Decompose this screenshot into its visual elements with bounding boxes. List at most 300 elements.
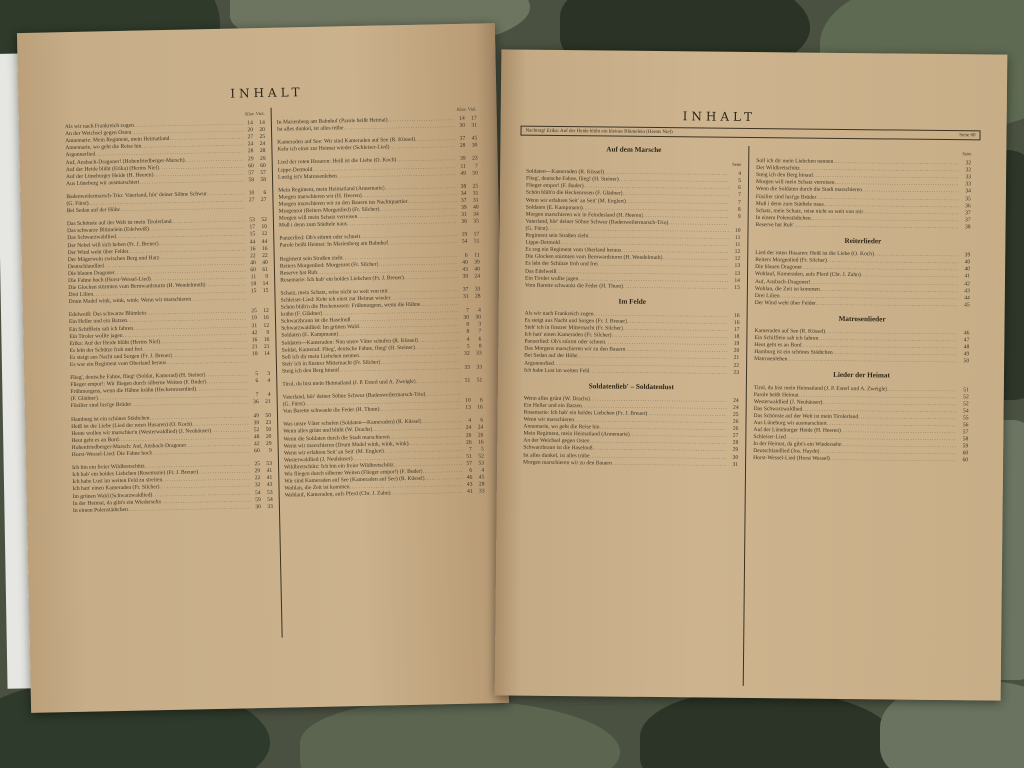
piano-page: 37 bbox=[459, 135, 466, 143]
entry-title: Morgen marschieren wir zu den Bauern ins Nachtquartier bbox=[278, 198, 408, 208]
entry-title: Aus Lüneburg wir ausmarschiert bbox=[753, 420, 827, 427]
entry-title: Wenn wir erfahren Seit' an Seit' (M. Englert) bbox=[283, 448, 384, 457]
entry-title: Vom Barette schwankt die Feder (H. Thum) bbox=[524, 282, 624, 290]
entry-title: Deutschlandlied bbox=[67, 263, 105, 270]
entry-title: In Marienberg am Babnhof (Parole heißt Heimat) bbox=[276, 117, 388, 126]
violin-page: 25 bbox=[472, 183, 479, 190]
entry-title: Als wir nach Frankreich zogen bbox=[64, 122, 134, 131]
violin-page: 4 bbox=[477, 307, 481, 314]
page-number: 60 bbox=[962, 457, 969, 464]
violin-page: 30 bbox=[471, 142, 478, 149]
dot-leader bbox=[816, 300, 958, 309]
entry-title: Soll ich dir mein Liebchen nennen bbox=[281, 352, 360, 361]
piano-page: 57 bbox=[466, 460, 473, 467]
entry-title: Kehr ich einst zur Heimat wieder (Schleiser-Lied) bbox=[277, 144, 390, 154]
piano-page: 42 bbox=[253, 441, 260, 448]
violin-page: 33 bbox=[474, 286, 481, 293]
entry-title: Schatz, mein Schatz, reise nicht so weit von mir bbox=[280, 288, 388, 297]
violin-page: 11 bbox=[474, 251, 480, 259]
page-number: 35 bbox=[965, 195, 971, 202]
page-number: 12 bbox=[734, 256, 741, 263]
page-number: 41 bbox=[964, 273, 971, 280]
violin-page: 9 bbox=[268, 447, 272, 454]
entry-title: Regiment sein Straßen zieht bbox=[279, 254, 343, 263]
piano-page: 38 bbox=[460, 183, 467, 190]
entry-title: Wenn wir marschieren bbox=[523, 416, 575, 424]
violin-page: 16 bbox=[261, 245, 268, 252]
entry-title: Schön blüh'n die Heckenrosen (F. Glädner) bbox=[525, 190, 623, 198]
page-number: 52 bbox=[963, 393, 969, 400]
entry-title: Argonnerlied bbox=[524, 360, 554, 367]
piano-page: 39 bbox=[253, 419, 260, 426]
entry-title: Wohlan, die Zeit ist kommen bbox=[284, 484, 350, 492]
violin-page: 24 bbox=[477, 424, 484, 431]
piano-page: 14 bbox=[459, 115, 465, 122]
piano-page: 54 bbox=[461, 239, 468, 246]
piano-page: 39 bbox=[460, 156, 466, 163]
entry-title: Edelweiß: Das schwarze Blümlein bbox=[68, 310, 147, 319]
violin-page: 4 bbox=[481, 467, 485, 474]
page-number: 24 bbox=[733, 404, 739, 411]
piano-page: 42 bbox=[251, 329, 258, 336]
violin-page: 54 bbox=[267, 496, 273, 503]
piano-page: 15 bbox=[249, 231, 256, 238]
entry-title: Die blauen Dragoner bbox=[67, 269, 115, 277]
entry-title: (G. Fürst) bbox=[66, 200, 89, 208]
piano-page: 49 bbox=[460, 170, 467, 177]
page-number: 17 bbox=[733, 326, 740, 333]
violin-page: 45 bbox=[471, 135, 478, 142]
piano-page: 26 bbox=[465, 432, 472, 439]
violin-page: 12 bbox=[263, 308, 269, 315]
piano-page: 6 bbox=[255, 378, 259, 385]
entry-title: Der Nebel will sich heben (Fr. J. Breuer) bbox=[67, 240, 159, 249]
page-number: 7 bbox=[737, 199, 741, 206]
page-number: 12 bbox=[734, 249, 741, 256]
entry-title: Tirol, du bist mein Heimatland (J. P. Esterl und A. Zweigle) bbox=[753, 384, 888, 392]
entry-title: Wohlauf, Kameraden, aufs Pferd (Chr. J. Zahn) bbox=[284, 490, 391, 499]
entry-title: Vaterland, hör' deiner Söhne Schwur (Badenweilermarsch-Trio) bbox=[282, 391, 426, 401]
violin-page: 52 bbox=[478, 453, 484, 460]
page-number: 10 bbox=[734, 227, 741, 234]
entry-title: Ein Schifflein sah ich fahren bbox=[754, 335, 819, 342]
violin-page: 7 bbox=[478, 328, 482, 335]
page-number: 36 bbox=[965, 202, 971, 209]
page-number: 50 bbox=[963, 358, 970, 365]
violin-page: 33 bbox=[478, 488, 485, 495]
page-number: 54 bbox=[963, 408, 969, 415]
violin-page: 53 bbox=[478, 460, 485, 467]
dot-leader bbox=[623, 283, 728, 291]
violin-page: 6 bbox=[263, 189, 267, 196]
entry-title: Lied der roten Husaren: Heiß ist die Liebe (O. Koch) bbox=[755, 250, 874, 258]
violin-page: 51 bbox=[473, 238, 480, 245]
entry-title: Auf der Lüneburger Heide (H. Heeren) bbox=[65, 172, 154, 180]
piano-page: 41 bbox=[466, 488, 473, 496]
entry-title: Auf, Ansbach-Dragoner! (Hohenfriedberger-Marsch) bbox=[65, 157, 185, 166]
entry-title: Flieger empor! (F. Buder) bbox=[525, 183, 584, 190]
entry-title: Ein Heller und ein Batzen bbox=[523, 402, 582, 410]
piano-page: 27 bbox=[248, 197, 255, 204]
piano-page: 16 bbox=[249, 245, 256, 252]
violin-page: 31 bbox=[472, 190, 479, 197]
entry-title: Drei Lilien bbox=[68, 291, 94, 299]
entry-title: Schleiser-Lied: Kehr ich einst zur Heimat wieder bbox=[280, 295, 391, 304]
entry-title: Soldaten (E. Kampmann) bbox=[281, 331, 339, 340]
right-page bbox=[495, 49, 1008, 700]
entry-title: Es lebt der Schütze froh und frei bbox=[69, 346, 143, 354]
nachtrag-text: Nachtrag! Erika: Auf der Heide blüht ein kleines Blümelein (Herms Niel) bbox=[525, 128, 673, 136]
violin-page: 9 bbox=[265, 273, 269, 280]
piano-page: 43 bbox=[462, 266, 469, 273]
entry-title: Ist alles dunkel, ist alles trübe bbox=[523, 452, 590, 459]
entry-title: Argonnerlied bbox=[65, 151, 96, 159]
page-number: 16 bbox=[733, 319, 740, 326]
section-heading: Auf dem Marsche bbox=[606, 145, 662, 155]
entry-title: Lippe-Detmold bbox=[277, 166, 313, 174]
page-number: 8 bbox=[737, 206, 741, 213]
page-number: 40 bbox=[964, 266, 971, 273]
piano-page: 5 bbox=[255, 371, 259, 378]
entry-title: Horst-Wessel-Lied: Die Fahne hoch bbox=[71, 450, 153, 459]
piano-page: 36 bbox=[461, 218, 468, 226]
entry-title: Drum Madel wink, wink, wink: Wenn wir marschieren bbox=[68, 296, 192, 306]
entry-title: Der Wind weht über Felder bbox=[67, 248, 129, 256]
violin-page: 57 bbox=[260, 169, 266, 176]
entry-title: Ich habe Lust im weiten Feld bbox=[524, 367, 590, 374]
page-number: 60 bbox=[962, 450, 969, 457]
entry-title: Soldaten—Kameraden: Nun unsre Väter schufen (R. Küssel) bbox=[281, 337, 418, 347]
entry-title: Lied der roten Husaren: Heiß ist die Liebe (O. Koch) bbox=[277, 157, 397, 167]
piano-page: 46 bbox=[466, 474, 473, 481]
piano-page: 49 bbox=[253, 412, 260, 419]
piano-page: 16 bbox=[251, 336, 258, 343]
violin-page: 15 bbox=[262, 288, 269, 295]
violin-page: 20 bbox=[265, 433, 272, 440]
piano-page: 31 bbox=[461, 211, 467, 218]
entry-title: Füsilier sind lust'ge Brüder bbox=[755, 193, 817, 201]
violin-page bbox=[255, 204, 267, 211]
piano-page: 29 bbox=[254, 468, 261, 475]
entry-title: Rosemarie: Ich hab' ein holdes Liebchen (Fr. J. Breuer) bbox=[280, 274, 404, 284]
piano-page: 17 bbox=[249, 224, 256, 231]
page-number: 33 bbox=[965, 174, 972, 181]
entry-title: Das Morgens marschieren wir zu den Bauern bbox=[524, 345, 626, 354]
entry-title: Soldat, Kamerad: Flieg', deutsche Fahne, flieg! (H. Steiner) bbox=[281, 344, 415, 354]
entry-title: Wenn alles grünt (W. Drachs) bbox=[523, 395, 591, 403]
nachtrag-page: Seite 60 bbox=[959, 133, 976, 139]
piano-page bbox=[248, 358, 258, 365]
entry-title: Panzerlied: Ob's stürmt oder schneit bbox=[279, 234, 361, 242]
piano-page: 60 bbox=[248, 162, 254, 169]
entry-title: Füsilier sind lust'ge Brüder bbox=[70, 402, 132, 410]
page-number: 51 bbox=[963, 386, 969, 393]
entry-title: An der Weichsel gegen Osten bbox=[64, 129, 132, 138]
entry-title: Vaterland, hör' deiner Söhne Schwur (Badenweilermarsch-Trio) bbox=[525, 218, 669, 226]
violin-page: 50 bbox=[265, 412, 272, 419]
index-entry bbox=[756, 222, 971, 231]
page-number: 6 bbox=[738, 185, 741, 192]
entry-title: Auf der Lüneburger Heide (H. Heeren) bbox=[753, 427, 841, 435]
violin-page: 10 bbox=[261, 224, 268, 231]
index-entry bbox=[525, 282, 740, 291]
entry-title: Ein Schifflein sah ich fahren bbox=[69, 325, 134, 333]
piano-page: 54 bbox=[254, 489, 261, 496]
entry-title: Badenweilermarsch-Trio: Vaterland, hör' deiner Söhne Schwur bbox=[66, 191, 207, 201]
violin-page: 40 bbox=[473, 204, 479, 211]
piano-page: 8 bbox=[466, 322, 470, 329]
piano-page: 37 bbox=[462, 286, 469, 293]
entry-title: Matrosenleben bbox=[754, 356, 788, 363]
entry-title: Was unsre Väter schufen (Soldaten—Kameraden) (R. Küssel) bbox=[283, 419, 422, 428]
entry-title: Wir fliegen durch silberne Weiten (Flieger empor!) (F. Buder) bbox=[284, 468, 423, 478]
page-number: 39 bbox=[964, 252, 971, 259]
page-number: 46 bbox=[963, 330, 970, 337]
piano-page: 6 bbox=[469, 467, 473, 474]
violin-page: 40 bbox=[474, 266, 481, 273]
piano-page: 25 bbox=[251, 308, 257, 315]
entry-title: krähn (F. Glädner) bbox=[280, 310, 323, 318]
piano-page: 27 bbox=[247, 134, 254, 141]
entry-title: Heut geht es an Bord bbox=[754, 342, 802, 349]
entry-title: Die Fahne hoch (Horst-Wessel-Lied) bbox=[68, 276, 151, 285]
entry-title: Annemarie, wo geht die Reise hin bbox=[523, 423, 600, 431]
violin-page: 12 bbox=[261, 231, 268, 238]
violin-page: 43 bbox=[266, 482, 273, 489]
index-entry bbox=[755, 300, 970, 309]
piano-page: 6 bbox=[464, 252, 468, 259]
violin-page: 6 bbox=[478, 335, 482, 343]
piano-page: 30 bbox=[255, 503, 261, 510]
piano-page: 21 bbox=[251, 343, 258, 351]
piano-page: 15 bbox=[250, 288, 257, 295]
piano-page: 7 bbox=[468, 446, 472, 453]
entry-title: Parole heißt Heimat bbox=[753, 391, 799, 399]
entry-title: Die Glocken stürmten vom Bernwardsturm (H. Wendelmuth) bbox=[525, 253, 663, 262]
page-number: 7 bbox=[738, 192, 741, 199]
violin-page: 9 bbox=[266, 329, 270, 336]
entry-title: Mein Regiment, mein Heimatland (Annemarie) bbox=[278, 185, 385, 194]
entry-title: Ich hatt' einen Kameraden (Fr. Silcher) bbox=[72, 484, 160, 493]
violin-page: 53 bbox=[266, 460, 273, 468]
piano-page: 10 bbox=[248, 190, 255, 197]
entry-title: An der Weichsel gegen Osten bbox=[523, 437, 590, 445]
section-heading: Im Felde bbox=[618, 297, 646, 306]
entry-title: In einem Polenstädtchen bbox=[72, 506, 128, 514]
piano-page bbox=[245, 204, 255, 211]
page-number: 33 bbox=[965, 181, 972, 188]
page-number: 30 bbox=[732, 454, 739, 461]
page-number: 42 bbox=[964, 280, 970, 287]
page-number: 13 bbox=[734, 263, 741, 270]
entry-title: Schwarzbraun ist die Haselnuß bbox=[280, 317, 351, 325]
entry-title: Heut geht es an Bord bbox=[71, 436, 119, 444]
page-number: 24 bbox=[733, 397, 739, 404]
violin-page: 50 bbox=[265, 426, 272, 433]
entry-title: Auf, Ansbach-Dragoner! bbox=[754, 278, 811, 286]
piano-page: 28 bbox=[247, 148, 254, 155]
violin-page: 29 bbox=[265, 440, 272, 447]
piano-page: 14 bbox=[247, 120, 253, 127]
violin-page: 4 bbox=[267, 392, 271, 399]
entry-title: Westerwaldlied (J. Neuhäuser) bbox=[753, 398, 823, 406]
entry-title: (F. Glädner) bbox=[70, 395, 98, 403]
page-number: 11 bbox=[734, 241, 741, 249]
entry-title: Ich habe Lust im weiten Feld zu streiten bbox=[72, 477, 163, 486]
piano-page: 28 bbox=[459, 143, 466, 150]
violin-page: 51 bbox=[476, 377, 483, 384]
piano-page: 11 bbox=[460, 163, 466, 170]
entry-title: Flieger empor!: Wir fliegen durch silberne Weiten (F. Buder) bbox=[70, 379, 207, 389]
entry-title: In der Heimat, da gibt's ein Wiedersehn bbox=[753, 441, 842, 449]
piano-page: 52 bbox=[253, 426, 260, 433]
page-number: 18 bbox=[733, 333, 740, 341]
violin-page: 24 bbox=[259, 141, 266, 148]
page-number: 37 bbox=[965, 217, 971, 224]
entry-title: Rosemarie: Ich hab' ein holdes Liebchen (Fr. J. Breuer) bbox=[523, 409, 648, 417]
section-heading: Matrosenlieder bbox=[838, 314, 886, 324]
page-number: 38 bbox=[964, 224, 971, 231]
entry-title: Als wir nach Frankreich zogen bbox=[524, 310, 594, 318]
entry-title: Das Schwarzwaldlied bbox=[67, 234, 116, 242]
violin-page: 25 bbox=[259, 134, 266, 141]
category-column-1 bbox=[523, 146, 741, 469]
piano-page: 4 bbox=[466, 336, 470, 343]
piano-page: 19 bbox=[251, 315, 258, 322]
entry-title: Muß i denn zum Städtele naus bbox=[278, 221, 347, 229]
page-number: 22 bbox=[733, 362, 740, 369]
entry-title: Das Schönste auf der Welt ist mein Tirolerland bbox=[66, 219, 172, 228]
entry-title: Morgen will mein Schatz verreisen bbox=[278, 214, 358, 222]
violin-page: 23 bbox=[472, 155, 478, 163]
page-number: 27 bbox=[732, 433, 739, 440]
entry-title: Wenn wir erfahren Seit' an Seit' (M. Englert) bbox=[525, 197, 626, 205]
violin-page: 41 bbox=[266, 475, 273, 482]
violin-page: 60 bbox=[260, 162, 266, 169]
piano-page: 53 bbox=[249, 217, 255, 224]
page-number: 34 bbox=[965, 188, 971, 195]
piano-page: 40 bbox=[250, 259, 256, 267]
piano-page: 11 bbox=[250, 274, 257, 281]
entry-title: Heiß ist die Liebe (Lied der roten Husaren) (O. Koch) bbox=[71, 421, 193, 430]
piano-page: 31 bbox=[251, 322, 258, 329]
piano-page: 22 bbox=[254, 475, 261, 482]
entry-title: Steig ich den Berg hinauf bbox=[282, 367, 340, 375]
column-divider bbox=[743, 146, 750, 686]
entry-title: Es lebt der Schütze froh und frei bbox=[525, 261, 598, 268]
section-heading: Reiterlieder bbox=[844, 237, 882, 246]
entry-title: Ist alles dunkel, ist alles trübe bbox=[276, 125, 344, 133]
violin-page: 16 bbox=[263, 336, 270, 343]
violin-page: 17 bbox=[473, 231, 480, 238]
entry-title: Tirol, du bist mein Heimatland (J. P. Esterl und A. Zweigle) bbox=[282, 378, 416, 388]
violin-page: 34 bbox=[473, 211, 479, 218]
entry-title: Der Wildbretschütz bbox=[756, 165, 800, 172]
violin-page: 16 bbox=[477, 404, 483, 411]
entry-title: Soll ich dir mein Liebchen nennen bbox=[756, 158, 834, 165]
dot-leader bbox=[830, 456, 956, 464]
page-number: 28 bbox=[732, 440, 739, 447]
dot-leader bbox=[389, 143, 455, 151]
entry-title: Parole heißt Heimat: In Marienberg am Bahnhof bbox=[279, 240, 389, 250]
piano-page: 44 bbox=[249, 238, 256, 245]
entry-title: Wohlauf, Kameraden, aufs Pferd (Chr. J. Zahn) bbox=[755, 271, 861, 279]
entry-title: Lippe-Detmold bbox=[525, 239, 560, 247]
piano-page: 33 bbox=[464, 364, 471, 371]
violin-page: 40 bbox=[262, 259, 268, 266]
piano-page: 7 bbox=[465, 307, 469, 314]
seite-label: Seite bbox=[732, 161, 742, 167]
entry-title: Steig ich den Berg hinauf bbox=[756, 172, 814, 179]
entry-title: Es steigt aus Nacht und Sorgen (Fr. J. Breuer) bbox=[524, 317, 628, 325]
piano-page: 34 bbox=[460, 190, 467, 197]
seite-label: Seite bbox=[962, 151, 972, 157]
violin-page: 52 bbox=[261, 217, 267, 224]
piano-page: 24 bbox=[247, 141, 254, 148]
dot-leader bbox=[191, 296, 246, 304]
piano-page: 29 bbox=[247, 155, 254, 162]
entry-title: Schwarzwaldlied: Im grünen Wald bbox=[281, 324, 359, 332]
piano-page: 43 bbox=[466, 481, 473, 488]
section-heading: Soldatenlieb' – Soldatenlust bbox=[588, 382, 674, 391]
piano-page: 60 bbox=[254, 448, 260, 455]
nachtrag-box bbox=[520, 126, 980, 141]
page-number: 57 bbox=[962, 429, 969, 436]
entry-title: Es war ein Regiment vom Oberland heraus bbox=[69, 360, 167, 369]
entry-title: Annemarie: Mein Regiment, mein Heimatland bbox=[65, 136, 170, 145]
page-number: 15 bbox=[734, 284, 740, 291]
entry-title: Drei Lilien bbox=[754, 292, 780, 299]
page-number: 32 bbox=[965, 160, 972, 167]
page-number: 11 bbox=[735, 234, 741, 241]
violin-page: 12 bbox=[263, 322, 270, 329]
piano-page: 39 bbox=[461, 204, 467, 211]
entry-title: Ich bin ein freier Wildbretschütz bbox=[71, 463, 145, 472]
entry-title: Hamburg ist ein schönes Städtchen bbox=[70, 414, 150, 423]
entry-title: Aus Lüneburg wir ausmarschiert bbox=[66, 179, 140, 187]
entry-title: Das Edelweiß bbox=[525, 268, 557, 275]
violin-page: 5 bbox=[480, 446, 484, 453]
violin-page: 26 bbox=[477, 431, 484, 439]
entry-title: Flieg', deutsche Fahne, flieg! (Soldat, Kamerad) (H. Steiner) bbox=[70, 372, 206, 382]
page-number: 20 bbox=[733, 348, 740, 355]
violin-page: 16 bbox=[477, 439, 484, 446]
entry-title: Wenn die Soldaten durch die Stadt marschieren bbox=[283, 433, 390, 443]
dot-leader bbox=[390, 489, 462, 498]
violin-page: 44 bbox=[261, 238, 268, 245]
index-entry bbox=[524, 367, 739, 376]
entry-title: Wenn die Soldaten durch die Stadt marschieren bbox=[755, 186, 863, 194]
piano-page: 26 bbox=[465, 439, 472, 446]
entry-title: Kameraden auf See: Wir sind Kameraden auf See (R. Küssel) bbox=[277, 137, 416, 146]
entry-title: Horst-Wessel-Lied (Horst Wessel) bbox=[753, 455, 830, 463]
violin-page: 16 bbox=[263, 315, 270, 322]
entry-title: Ich hatt' einen Kameraden (Fr. Silcher) bbox=[524, 331, 612, 339]
entry-title: Die Glocken stürmten vom Bernwardsturm (H. Wendelmuth) bbox=[68, 282, 206, 292]
entry-title: Morgen will mein Schatz verreisen bbox=[755, 179, 835, 187]
piano-page: 39 bbox=[462, 273, 469, 280]
piano-page: 25 bbox=[254, 461, 261, 468]
page-number: 59 bbox=[962, 443, 969, 450]
piano-page: 31 bbox=[462, 293, 469, 300]
piano-page bbox=[246, 295, 256, 302]
entry-title: Lustig ist's Matrosenleben bbox=[277, 173, 337, 181]
piano-page: 18 bbox=[250, 281, 257, 288]
page-number: 29 bbox=[732, 447, 739, 454]
entry-title: Regiment sein Straßen zieht bbox=[525, 232, 589, 240]
piano-page: 22 bbox=[249, 252, 256, 259]
piano-page: 60 bbox=[250, 267, 257, 274]
